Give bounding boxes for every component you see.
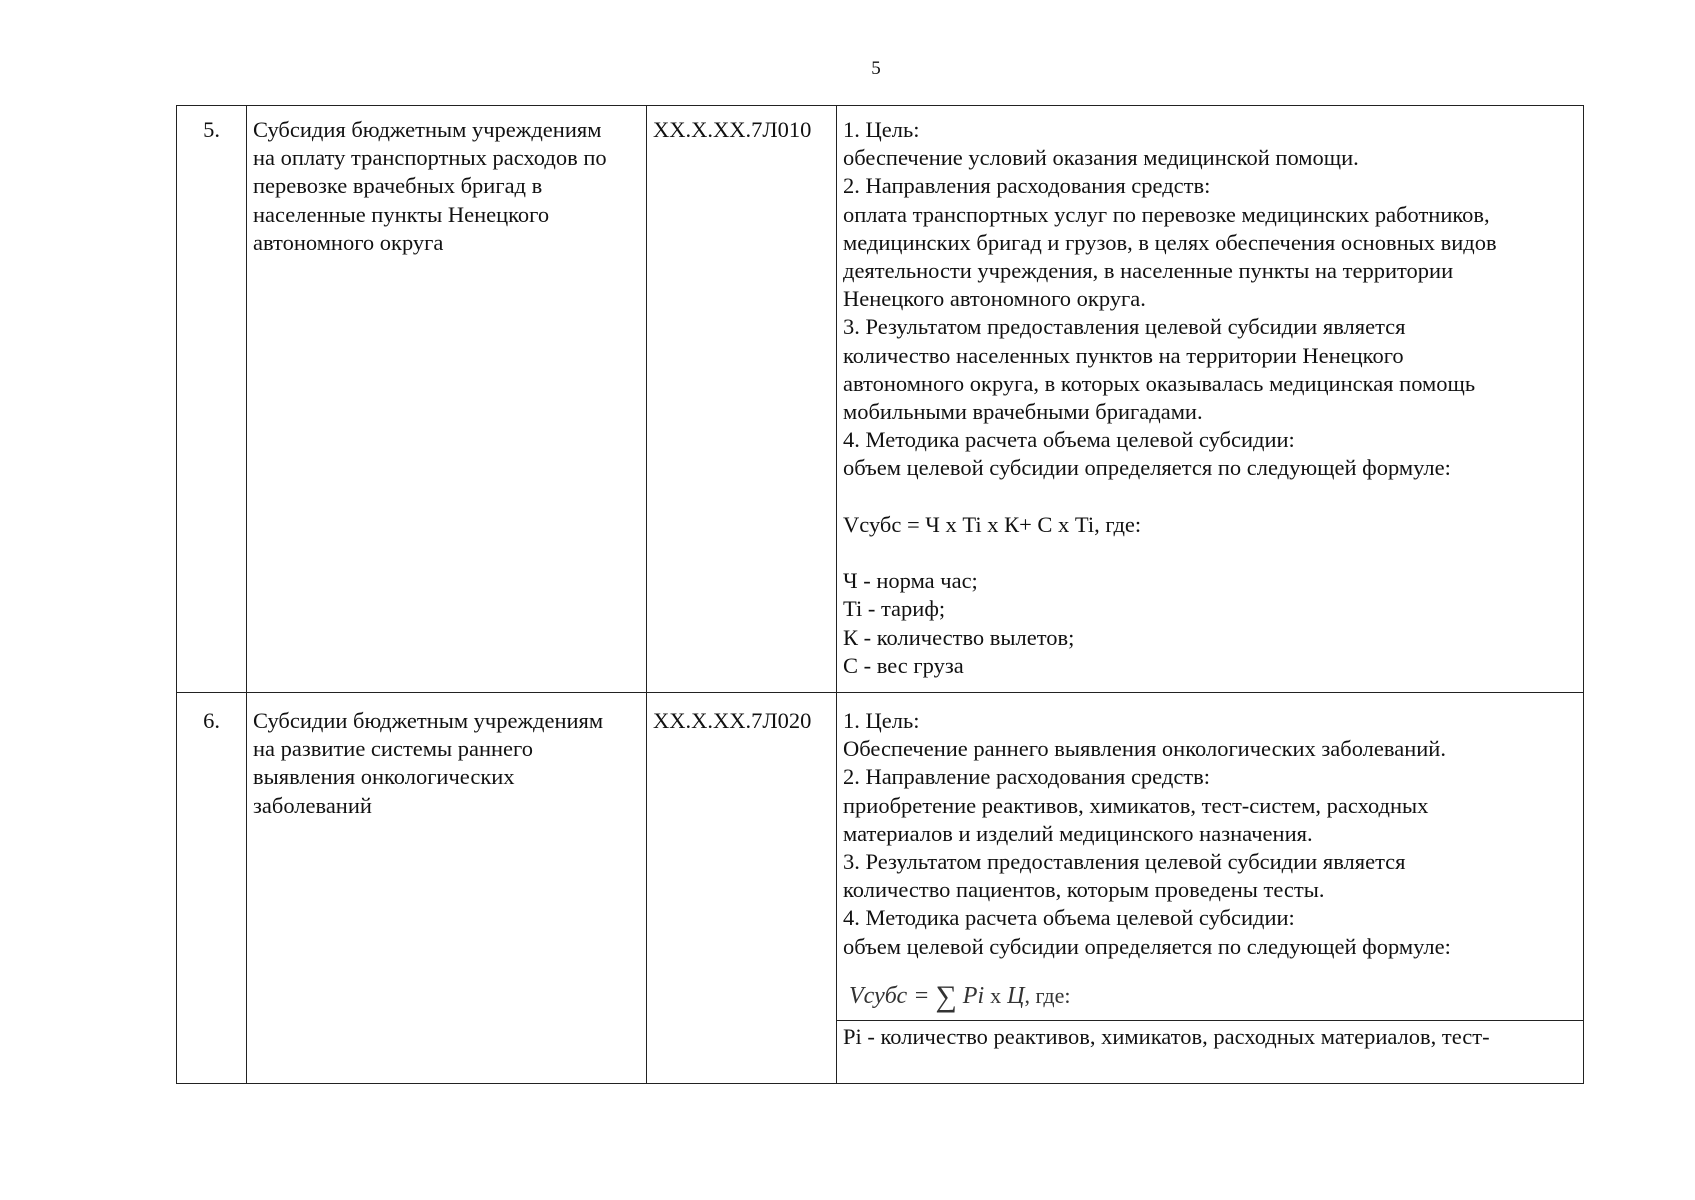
description-line: 2. Направления расходования средств: (843, 173, 1211, 199)
table-row (177, 106, 1584, 693)
description-line: обеспечение условий оказания медицинской помощи. (843, 145, 1359, 171)
formula-image (849, 979, 1577, 1014)
subsidy-name-line: населенные пункты Ненецкого (253, 201, 550, 227)
table-row (177, 693, 1584, 1084)
description-line: количество пациентов, которым проведены тесты. (843, 877, 1325, 903)
formula-legend-line: Ч - норма час; (843, 568, 978, 594)
blank-line (843, 539, 1577, 567)
description-line: 2. Направление расходования средств: (843, 764, 1211, 790)
description-line: количество населенных пунктов на территории Ненецкого (843, 342, 1404, 368)
subsidy-name-line: заболеваний (253, 792, 372, 818)
formula-tail: , где: (1024, 982, 1071, 1008)
formula-legend-line: К - количество вылетов; (843, 624, 1075, 650)
description-line: 4. Методика расчета объема целевой субсидии: (843, 427, 1295, 453)
description-line: объем целевой субсидии определяется по следующей формуле: (843, 455, 1451, 481)
formula-line: Vсубс = Ч х Ti х К+ С х Ti, где: (843, 511, 1142, 537)
description-line: 3. Результатом предоставления целевой субсидии является (843, 314, 1406, 340)
subsidy-name-line: на оплату транспортных расходов по (253, 145, 607, 171)
description-line: объем целевой субсидии определяется по следующей формуле: (843, 933, 1451, 959)
subsidy-table (176, 105, 1584, 1084)
formula-lhs: Vсубс = (849, 982, 930, 1009)
blank-line (843, 483, 1577, 511)
subsidy-name-cell (247, 693, 647, 1084)
description-line: 3. Результатом предоставления целевой субсидии является (843, 849, 1406, 875)
description-line: Обеспечение раннего выявления онкологических заболеваний. (843, 736, 1446, 762)
subsidy-name-line: автономного округа (253, 229, 444, 255)
subsidy-name-line: Субсидия бюджетным учреждениям (253, 117, 602, 142)
subsidy-description-cell (837, 693, 1584, 1084)
formula-term: Pi (962, 982, 985, 1009)
budget-code: XX.X.XX.7Л020 (647, 693, 837, 1084)
description-line: оплата транспортных услуг по перевозке медицинских работников, (843, 201, 1490, 227)
description-line: Ненецкого автономного округа. (843, 286, 1146, 312)
description-line: 1. Цель: (843, 708, 920, 733)
formula-factor: Ц (1007, 982, 1025, 1009)
subsidy-description-cell (837, 106, 1584, 693)
subsidy-name-cell (247, 106, 647, 693)
page-number: 5 (871, 58, 881, 79)
row-number: 6. (177, 693, 247, 1084)
subsidy-name-line: Субсидии бюджетным учреждениям (253, 708, 604, 733)
description-line: материалов и изделий медицинского назначения. (843, 820, 1313, 846)
sum-sign-icon: ∑ (935, 979, 957, 1013)
description-line: автономного округа, в которых оказывалась медицинская помощь (843, 370, 1476, 396)
description-line: приобретение реактивов, химикатов, тест-систем, расходных (843, 792, 1429, 818)
formula-legend-line: Pi - количество реактивов, химикатов, расходных материалов, тест- (843, 1023, 1490, 1049)
description-line: 4. Методика расчета объема целевой субсидии: (843, 905, 1295, 931)
description-line: деятельности учреждения, в населенные пункты на территории (843, 258, 1454, 284)
subsidy-name-line: выявления онкологических (253, 764, 515, 790)
budget-code: XX.X.XX.7Л010 (647, 106, 837, 693)
description-line: 1. Цель: (843, 117, 920, 142)
description-line: медицинских бригад и грузов, в целях обеспечения основных видов (843, 229, 1497, 255)
formula-divider (837, 1020, 1583, 1021)
formula-legend-line: С - вес груза (843, 652, 964, 678)
subsidy-name-line: перевозке врачебных бригад в (253, 173, 543, 199)
row-number: 5. (177, 106, 247, 693)
description-line: мобильными врачебными бригадами. (843, 399, 1203, 425)
subsidy-name-line: на развитие системы раннего (253, 736, 533, 762)
formula-legend-line: Ti - тариф; (843, 596, 946, 622)
formula-operator: х (990, 982, 1002, 1008)
